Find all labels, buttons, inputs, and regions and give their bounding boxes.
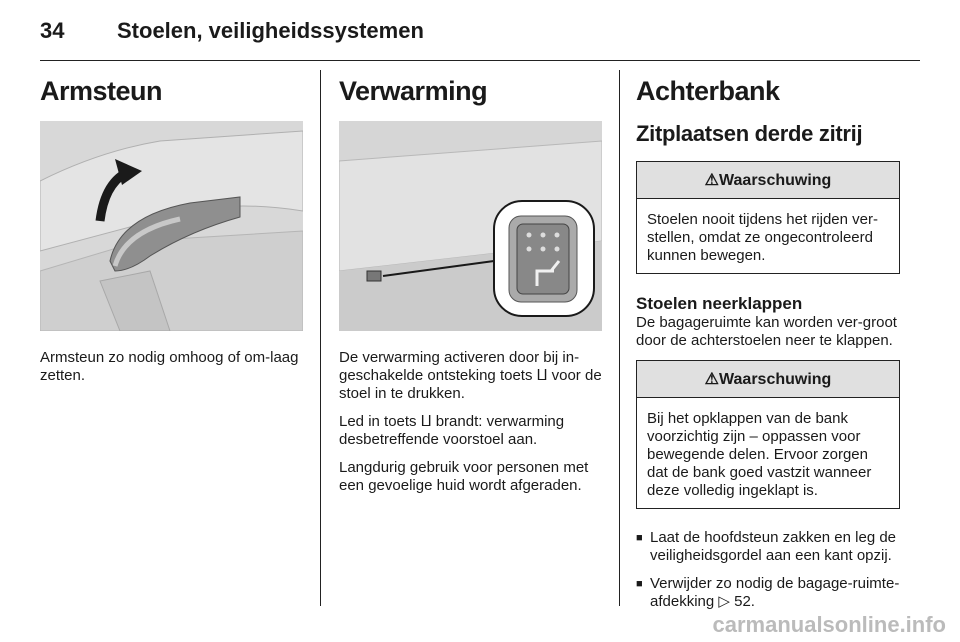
column-divider <box>320 70 321 606</box>
running-title: Stoelen, veiligheidssystemen <box>117 18 424 43</box>
list-item: ■ Laat de hoofdsteun zakken en leg de veiligheidsgordel aan een kant opzij. <box>636 529 897 564</box>
warning-text: Bij het opklappen van de bank voorzichtig zijn – oppassen voor bewegende delen. Ervoor zorgen dat de bank goed vastzit wanneer deze volledig ingeklapt is. <box>647 410 872 499</box>
watermark: carmanualsonline.info <box>712 612 946 637</box>
arrow-ref-icon: ▷ <box>718 593 730 610</box>
header-rule <box>40 60 920 61</box>
heating-paragraph-3: Langdurig gebruik voor personen met een gevoelige huid wordt afgeraden. <box>339 459 589 494</box>
warning-box-2 <box>636 360 900 509</box>
warning-header: ⚠Waarschuwing <box>637 162 899 199</box>
list-item: ■ Verwijder zo nodig de bagage-ruimte-afdekking ▷ 52. <box>636 575 900 610</box>
heading-rear-bench: Achterbank <box>636 76 780 106</box>
warning-triangle-icon: ⚠ <box>704 371 720 388</box>
column-divider <box>619 70 620 606</box>
heading-heating: Verwarming <box>339 76 488 106</box>
section-fold-text: De bagageruimte kan worden ver-groot door de achterstoelen neer te klappen. <box>636 314 897 349</box>
page-header <box>40 18 920 58</box>
armrest-caption: Armsteun zo nodig omhoog of om-laag zetten. <box>40 349 299 384</box>
armrest-illustration <box>40 121 303 331</box>
warning-triangle-icon: ⚠ <box>704 172 720 189</box>
warning-text: Stoelen nooit tijdens het rijden ver-stellen, omdat ze ongecontroleerd kunnen bewegen. <box>647 211 878 264</box>
warning-box-1 <box>636 161 900 274</box>
heating-paragraph-2: Led in toets ⨿ brandt: verwarming desbetreffende voorstoel aan. <box>339 413 565 448</box>
column-heating <box>339 72 602 505</box>
heading-armrest: Armsteun <box>40 76 163 106</box>
seat-heater-icon: ⨿ <box>536 367 548 384</box>
bullet-square-icon: ■ <box>636 578 643 590</box>
bullet-square-icon: ■ <box>636 532 643 544</box>
page-reference-link[interactable]: 52. <box>734 593 755 610</box>
heating-paragraph-1: De verwarming activeren door bij in-geschakelde ontsteking toets ⨿ voor de stoel in te drukken. <box>339 349 602 402</box>
section-heading-fold: Stoelen neerklappen <box>636 294 803 313</box>
seat-heater-icon: ⨿ <box>420 413 432 430</box>
column-rear-bench <box>636 72 900 621</box>
warning-header: ⚠Waarschuwing <box>637 361 899 398</box>
heating-illustration <box>339 121 602 331</box>
subheading-third-row: Zitplaatsen derde zitrij <box>636 121 863 146</box>
column-armrest <box>40 72 303 395</box>
page-number: 34 <box>40 18 65 43</box>
